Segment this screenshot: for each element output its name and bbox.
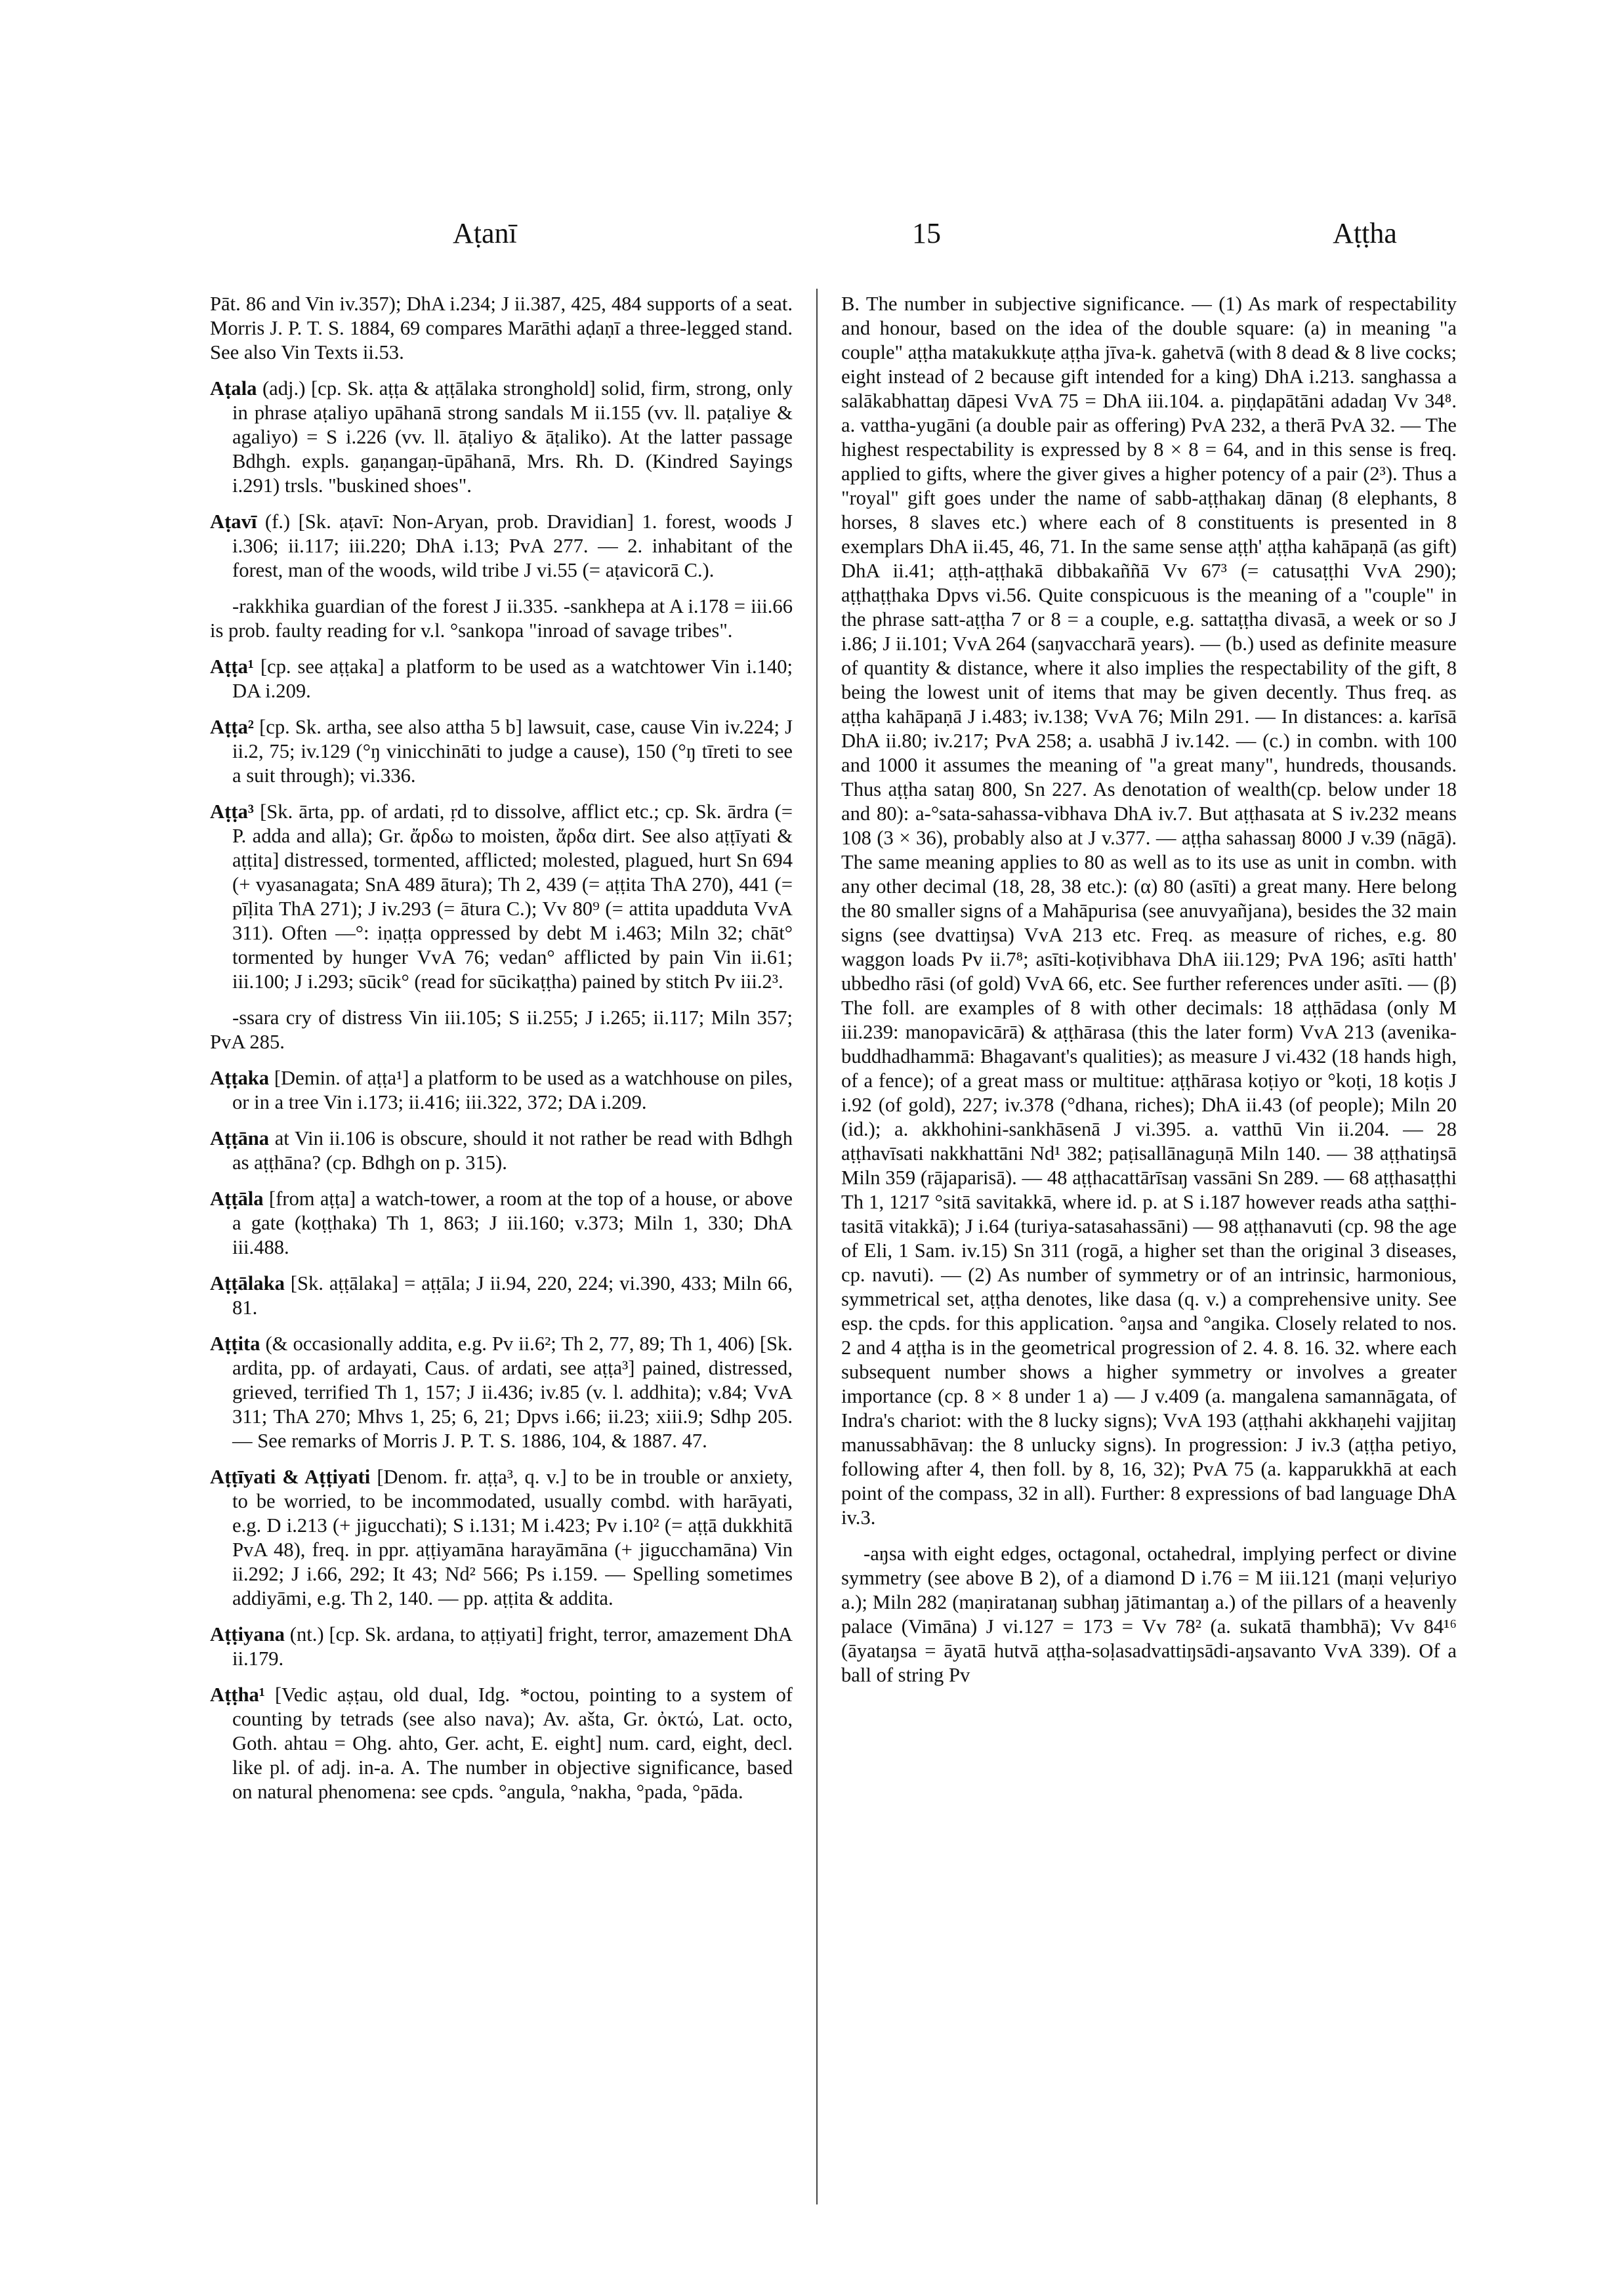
dictionary-entry (210, 1187, 793, 1260)
entry-body: [cp. Sk. artha, see also attha 5 b] lawsuit, case, cause Vin iv.224; J ii.2, 75; iv.129 (°ŋ vinicchināti to judge a cause), 150 (°ŋ tīreti to see a suit through); vi.336. (232, 716, 793, 787)
right-column (841, 292, 1457, 1699)
entry-body: [cp. see aṭṭaka] a platform to be used as a watchtower Vin i.140; DA i.209. (232, 655, 793, 702)
header-left-guide-word: Aṭanī (453, 217, 517, 249)
entry-body: B. The number in subjective significance. — (1) As mark of respectability and honour, based on the idea of the double square: (a) in meaning "a couple" aṭṭha matakukkuṭe aṭṭha jīva-k. gahetvā (with 8 dead & 8 live cocks; eight instead of 2 because gift intended for a king) DhA i.213. sanghassa a salākabhattaŋ dāpesi VvA 75 = DhA iii.104. a. piṇḍapātāni adadaŋ Vv 34⁸. a. vattha-yugāni (a double pair as offering) PvA 232, a therā PvA 32. — The highest respectability is expressed by 8 × 8 = 64, and in this sense is freq. applied to gifts, where the giver gives a higher potency of a pair (2³). Thus a "royal" gift goes under the name of sabb-aṭṭhakaŋ dānaŋ (8 elephants, 8 horses, 8 slaves etc.) where each of 8 constituents is presented in 8 exemplars DhA ii.45, 46, 71. In the same sense aṭṭh' aṭṭha kahāpaṇā (as gift) DhA ii.41; aṭṭh-aṭṭhakā dibbakaññā Vv 67³ (= catusaṭṭhi VvA 290); aṭṭhaṭṭhaka Dpvs vi.56. Quite conspicuous is the meaning of a "couple" in the phrase satt-aṭṭha 7 or 8 = a couple, e.g. sattaṭṭha divasā, a week or so J i.86; J ii.101; VvA 264 (saŋvaccharā years). — (b.) used as definite measure of quantity & distance, where it also implies the respectability of the gift, 8 being the lowest unit of items that may be given decently. Thus freq. as aṭṭha kahāpaṇā J i.483; iv.138; VvA 76; Miln 291. — In distances: a. karīsā DhA ii.80; iv.217; PvA 258; a. usabhā J iv.142. — (c.) in combn. with 100 and 1000 it assumes the meaning of "a great many", hundreds, thousands. Thus aṭṭha sataŋ 800, Sn 227. As denotation of wealth(cp. below under 18 and 80): a-°sata-sahassa-vibhava DhA iv.7. But aṭṭhasata at S iv.232 means 108 (3 × 36), probably also at J v.377. — aṭṭha sahassaŋ 8000 J v.39 (nāgā). The same meaning applies to 80 as well as to its use as unit in combn. with any other decimal (18, 28, 38 etc.): (α) 80 (asīti) a great many. Here belong the 80 smaller signs of a Mahāpurisa (see anuvyañjana), besides the 32 main signs (see dvattiŋsa) VvA 213 etc. Freq. as measure of riches, e.g. 80 waggon loads Pv ii.7⁸; asīti-koṭivibhava DhA iii.129; PvA 196; asīti hatth' ubbedho rāsi (of gold) VvA 66, etc. See further references under asīti. — (β) The foll. are examples of 8 with other decimals: 18 aṭṭhādasa (only M iii.239: manopavicārā) & aṭṭhārasa (this the later form) VvA 213 (avenika-buddhadhammā: Bhagavant's qualities); as measure J vi.432 (18 hands high, of a fence); of a great mass or multitue: aṭṭhārasa koṭiyo or °koṭi, 18 koṭis J i.92 (of gold), 227; iv.378 (°dhana, riches); DhA ii.43 (of people); Miln 20 (id.); a. akkhohini-sankhāsenā J vi.395. a. vatthū Vin ii.204. — 28 aṭṭhavīsati nakkhattāni Nd¹ 382; paṭisallānaguṇā Miln 140. — 38 aṭṭhatiŋsā Miln 359 (rājaparisā). — 48 aṭṭhacattārīsaŋ vassāni Sn 289. — 68 aṭṭhasaṭṭhi Th 1, 1217 °sitā savitakkā, where id. p. at S i.187 however reads atha saṭṭhi-tasitā vitakkā); J i.64 (turiya-satasahassāni) — 98 aṭṭhanavuti (cp. 98 the age of Eli, 1 Sam. iv.15) Sn 311 (rogā, a higher set than the original 3 diseases, cp. navuti). — (2) As number of symmetry or of an intrinsic, harmonious, symmetrical set, aṭṭha denotes, like dasa (q. v.) a comprehensive unity. See esp. the cpds. for this application. °aŋsa and °angika. Closely related to nos. 2 and 4 aṭṭha is in the geometrical progression of 2. 4. 8. 16. 32. where each subsequent number shows a higher symmetry or involves a greater importance (cp. 8 × 8 under 1 a) — J v.409 (a. mangalena samannāgata, of Indra's chariot: with the 8 lucky signs); VvA 193 (aṭṭhahi akkhaṇehi vajjitaŋ manussabhāvaŋ: the 8 unlucky signs). In progression: J iv.3 (aṭṭha petiyo, following after 4, then foll. by 8, 16, 32); PvA 75 (a. kapparukkhā at each point of the compass, 32 in all). Further: 8 expressions of bad language DhA iv.3. (841, 293, 1457, 1529)
dictionary-entry (210, 800, 793, 994)
dictionary-entry (210, 655, 793, 703)
entry-body: Pāt. 86 and Vin iv.357); DhA i.234; J ii.387, 425, 484 supports of a seat. Morris J. P. T. S. 1884, 69 compares Marāthi aḍaṇī a three-legged stand. See also Vin Texts ii.53. (210, 293, 793, 363)
entry-headword: Aṭṭāla (210, 1188, 264, 1210)
entry-headword: Aṭṭa³ (210, 800, 254, 823)
dictionary-entry (210, 292, 793, 365)
entry-body: -ssara cry of distress Vin iii.105; S ii.255; J i.265; ii.117; Miln 357; PvA 285. (210, 1006, 793, 1053)
dictionary-subentry (841, 1542, 1457, 1687)
entry-headword: Aṭṭāna (210, 1127, 270, 1149)
entry-headword: Aṭṭha¹ (210, 1684, 265, 1706)
entry-headword: Aṭṭālaka (210, 1272, 285, 1294)
dictionary-entry (210, 1272, 793, 1320)
entry-body: [Demin. of aṭṭa¹] a platform to be used as a watchhouse on piles, or in a tree Vin i.173; ii.416; iii.322, 372; DA i.209. (232, 1067, 793, 1113)
entry-body: (nt.) [cp. Sk. ardana, to aṭṭiyati] fright, terror, amazement DhA ii.179. (232, 1623, 793, 1670)
entry-headword: Aṭṭiyana (210, 1623, 285, 1645)
dictionary-entry (210, 1683, 793, 1804)
entry-body: [Sk. aṭṭālaka] = aṭṭāla; J ii.94, 220, 224; vi.390, 433; Miln 66, 81. (232, 1272, 793, 1319)
dictionary-entry (210, 1332, 793, 1453)
dictionary-subentry (210, 1006, 793, 1054)
dictionary-entry (210, 1066, 793, 1115)
entry-headword: Aṭala (210, 377, 257, 400)
running-head (197, 217, 1624, 262)
entry-body: (adj.) [cp. Sk. aṭṭa & aṭṭālaka stronghold] solid, firm, strong, only in phrase aṭaliyo upāhanā strong sandals M ii.155 (vv. ll. paṭaliye & agaliyo) = S i.226 (vv. ll. āṭaliyo & āṭaliko). At the latter passage Bdhgh. expls. gaṇangaṇ-ūpāhanā, Mrs. Rh. D. (Kindred Sayings i.291) trsls. "buskined shoes". (232, 377, 793, 497)
dictionary-subentry (210, 594, 793, 643)
entry-body: [Sk. ārta, pp. of ardati, ṛd to dissolve, afflict etc.; cp. Sk. ārdra (= P. adda and alla); Gr. ἄρδω to moisten, ἄρδα dirt. See also aṭṭīyati & aṭṭita] distressed, tormented, afflicted; molested, plagued, hurt Sn 694 (+ vyasanagata; SnA 489 ātura); Th 2, 439 (= aṭṭita ThA 270), 441 (= pīḷita ThA 271); J iv.293 (= ātura C.); Vv 80⁹ (= attita upadduta VvA 311). Often —°: iṇaṭṭa oppressed by debt M i.463; Miln 32; chāt° tormented by hunger VvA 76; vedan° afflicted by pain Vin ii.61; iii.100; J i.293; sūcik° (read for sūcikaṭṭha) pained by stitch Pv iii.2³. (232, 800, 793, 993)
entry-headword: Aṭṭaka (210, 1067, 270, 1089)
column-divider (816, 289, 818, 2204)
entry-body: at Vin ii.106 is obscure, should it not rather be read with Bdhgh as aṭṭhāna? (cp. Bdhgh on p. 315). (232, 1127, 793, 1174)
entry-headword: Aṭṭa² (210, 716, 254, 738)
entry-headword: Aṭṭa¹ (210, 655, 254, 678)
entry-headword: Aṭṭīyati & Aṭṭiyati (210, 1466, 371, 1488)
entry-body: (f.) [Sk. aṭavī: Non-Aryan, prob. Dravidian] 1. forest, woods J i.306; ii.117; iii.220; DhA i.13; PvA 277. — 2. inhabitant of the forest, man of the woods, wild tribe J vi.55 (= aṭavicorā C.). (232, 510, 793, 581)
left-column (210, 292, 793, 1816)
entry-body: -aŋsa with eight edges, octagonal, octahedral, implying perfect or divine symmetry (see above B 2), of a diamond D i.76 = M iii.121 (maṇi veḷuriyo a.); Miln 282 (maṇiratanaŋ subhaŋ jātimantaŋ a.) of the pillars of a heavenly palace (Vimāna) J vi.127 = 173 = Vv 78² (a. sukatā thambhā); Vv 84¹⁶ (āyataŋsa = āyatā hutvā aṭṭha-soḷasadvattiŋsādi-aŋsavanto VvA 339). Of a ball of string Pv (841, 1542, 1457, 1686)
entry-body: -rakkhika guardian of the forest J ii.335. -sankhepa at A i.178 = iii.66 is prob. faulty reading for v.l. °sankopa "inroad of savage tribes". (210, 595, 793, 642)
entry-body: [Vedic aṣṭau, old dual, Idg. *octou, pointing to a system of counting by tetrads (see also nava); Av. ašta, Gr. ὀκτώ, Lat. octo, Goth. ahtau = Ohg. ahto, Ger. acht, E. eight] num. card, eight, decl. like pl. of adj. in-a. A. The number in objective significance, based on natural phenomena: see cpds. °angula, °nakha, °pada, °pāda. (232, 1684, 793, 1803)
page-number: 15 (912, 217, 941, 249)
dictionary-entry (210, 377, 793, 498)
dictionary-entry (210, 1623, 793, 1671)
dictionary-entry (210, 510, 793, 583)
dictionary-entry (210, 715, 793, 788)
entry-headword: Aṭavī (210, 510, 257, 533)
dictionary-entry (210, 1127, 793, 1175)
dictionary-entry (210, 1465, 793, 1611)
entry-headword: Aṭṭita (210, 1333, 260, 1355)
entry-body: [from aṭṭa] a watch-tower, a room at the top of a house, or above a gate (koṭṭhaka) Th 1, 863; J iii.160; v.373; Miln 1, 330; DhA iii.488. (232, 1188, 793, 1258)
dictionary-entry-continued (841, 292, 1457, 1530)
entry-body: (& occasionally addita, e.g. Pv ii.6²; Th 2, 77, 89; Th 1, 406) [Sk. ardita, pp. of ardayati, Caus. of ardati, see aṭṭa³] pained, distressed, grieved, terrified Th 1, 157; J ii.436; iv.85 (v. l. addhita); v.84; VvA 311; ThA 270; Mhvs 1, 25; 6, 21; Dpvs i.66; ii.23; xiii.9; Sdhp 205. — See remarks of Morris J. P. T. S. 1886, 104, & 1887. 47. (232, 1333, 793, 1452)
header-right-guide-word: Aṭṭha (1333, 217, 1397, 249)
entry-body: [Denom. fr. aṭṭa³, q. v.] to be in trouble or anxiety, to be worried, to be incommodated, usually combd. with harāyati, e.g. D i.213 (+ jigucchati); S i.131; M i.423; Pv i.10² (= aṭṭā dukkhitā PvA 48), freq. in ppr. aṭṭiyamāna harayāmāna (+ jigucchamāna) Vin ii.292; J i.66, 292; It 43; Nd² 566; Ps i.159. — Spelling sometimes addiyāmi, e.g. Th 2, 140. — pp. aṭṭita & addita. (232, 1466, 793, 1609)
